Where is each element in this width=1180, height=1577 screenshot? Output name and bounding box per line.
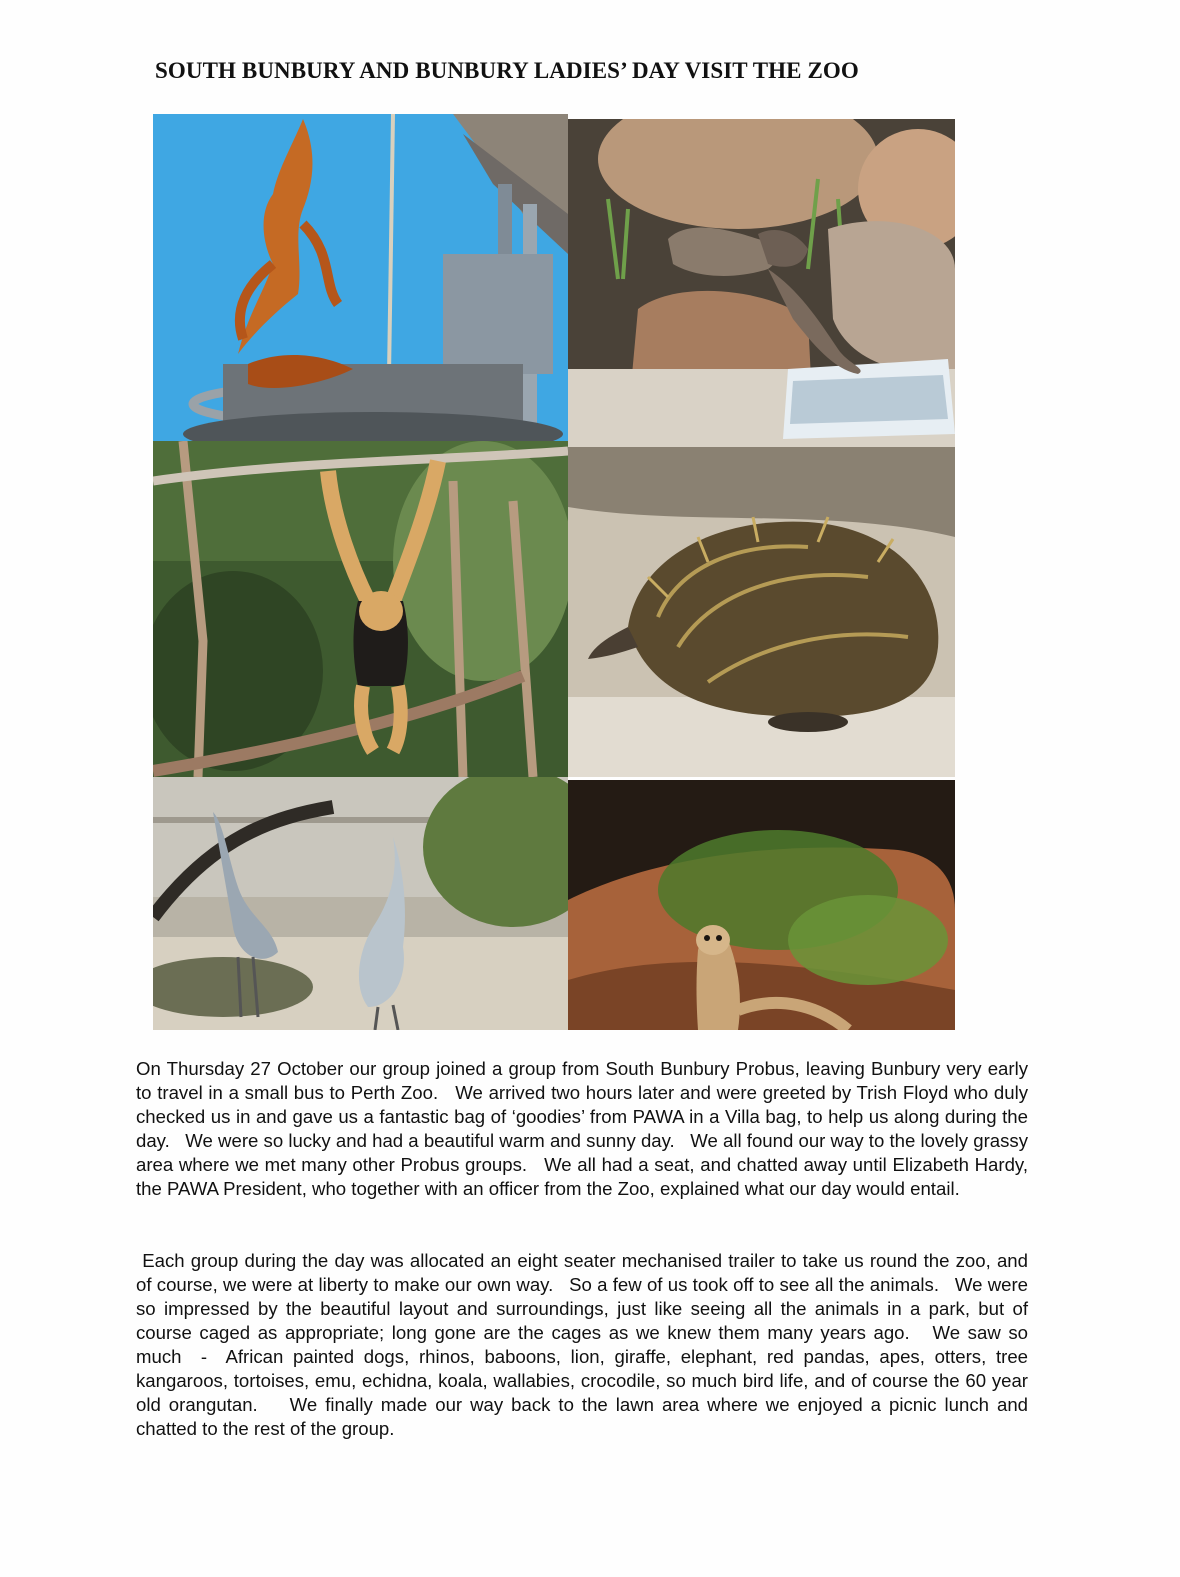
- paragraph-2: Each group during the day was allocated an eight seater mechanised trailer to take us round the zoo, and of course, we were at liberty to make our own way. So a few of us took off to see all the animals. We were so impressed by the beautiful layout and surroundings, just like seeing all the animals in a park, but of course caged as appropriate; long gone are the cages as we knew them many years ago. We saw so much - African painted dogs, rhinos, baboons, lion, giraffe, elephant, red pandas, apes, otters, tree kangaroos, tortoises, emu, echidna, koala, wallabies, crocodile, so much bird life, and of course the 60 year old orangutan. We finally made our way back to the lawn area where we enjoyed a picnic lunch and chatted to the rest of the group.: [136, 1250, 1034, 1439]
- orangutan-photo: [153, 114, 568, 441]
- otters-photo: [568, 119, 955, 447]
- paragraph-1: On Thursday 27 October our group joined a group from South Bunbury Probus, leaving Bunbury very early to travel in a small bus to Perth Zoo. We arrived two hours later and were greeted by Trish Floyd who duly checked us in and gave us a fantastic bag of ‘goodies’ from PAWA in a Villa bag, to help us along during the day. We were so lucky and had a beautiful warm and sunny day. We all found our way to the lovely grassy area where we met many other Probus groups. We all had a seat, and chatted away until Elizabeth Hardy, the PAWA President, who together with an officer from the Zoo, explained what our day would entail.: [136, 1058, 1034, 1199]
- echidna-photo: [568, 447, 955, 777]
- cranes-photo: [153, 777, 568, 1030]
- page-title: SOUTH BUNBURY AND BUNBURY LADIES’ DAY VISIT THE ZOO: [155, 58, 859, 83]
- meerkat-photo: [568, 780, 955, 1030]
- gibbon-photo: [153, 441, 568, 777]
